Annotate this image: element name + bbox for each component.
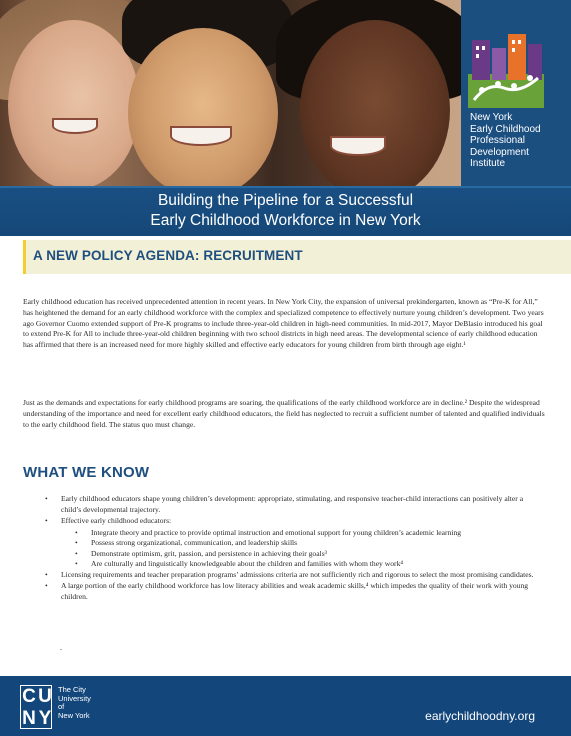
agenda-accent <box>23 240 26 274</box>
cuny-letter: Y <box>38 708 52 729</box>
logo-line: Development <box>470 146 529 158</box>
face-man-center <box>128 28 278 192</box>
cuny-letter: U <box>38 686 52 707</box>
institute-name <box>470 112 570 170</box>
page-title-line-2: Early Childhood Workforce in New York <box>150 212 421 229</box>
cuny-line: New York <box>58 710 90 720</box>
cuny-name <box>58 686 128 720</box>
bullet-icon: • <box>75 538 78 547</box>
bullet-icon: • <box>45 494 48 503</box>
sub-list-item <box>45 549 545 560</box>
list-item <box>45 570 545 581</box>
bullet-icon: • <box>75 527 78 537</box>
agenda-heading: A NEW POLICY AGENDA: RECRUITMENT <box>33 248 303 263</box>
bullet-icon: • <box>75 559 78 568</box>
logo-line: New York <box>470 112 513 123</box>
cuny-logo-icon <box>20 685 52 729</box>
logo-line: Professional <box>470 135 526 146</box>
sub-list-item <box>45 528 545 539</box>
list-item-text: Early childhood educators shape young children’s development: appropriate, stimulating, and responsive teacher-child interactions can positively alter a child’s developmental trajectory. <box>61 494 524 514</box>
list-item-text: Licensing requirements and teacher preparation programs’ admissions criteria are not sufficiently rich and rigorous to select the most promising candidates. <box>61 569 534 579</box>
bullet-icon: • <box>45 516 48 525</box>
sub-list-item-text: Integrate theory and practice to provide optimal instruction and emotional support for young children’s academic learning <box>91 527 462 537</box>
sub-list-item-text: Are culturally and linguistically knowledgeable about the children and families with whom they work⁴ <box>91 559 404 568</box>
smile-shape <box>52 118 98 134</box>
sub-list-item-text: Demonstrate optimism, grit, passion, and persistence in achieving their goals³ <box>91 548 327 558</box>
bullet-icon: • <box>75 548 78 558</box>
sub-list-item <box>45 538 545 549</box>
face-woman-left <box>8 20 140 190</box>
bullet-icon: • <box>45 581 48 590</box>
agenda-bar <box>23 240 571 274</box>
cuny-letter: C <box>22 686 36 707</box>
what-we-know-list <box>45 494 545 603</box>
cuny-line: The City <box>58 685 86 694</box>
website-link[interactable]: earlychildhoodny.org <box>425 709 535 723</box>
smile-shape <box>170 126 232 146</box>
bullet-icon: • <box>45 569 48 579</box>
intro-paragraph-2: Just as the demands and expectations for early childhood programs are soaring, the qualifications of the early childhood workforce are in decline.² Despite the widespread understanding of the importance and need for excellent early childhood educators, the field has neglected to recruit a sufficient number of talented and qualified individuals to the early childhood field. The status quo must change. <box>23 398 545 429</box>
section-heading-what-we-know: WHAT WE KNOW <box>23 464 150 481</box>
cuny-line: of <box>58 702 65 712</box>
intro-paragraph-1: Early childhood education has received unprecedented attention in recent years. In New York City, the expansion of universal prekindergarten, known as “Pre-K for All,” has heightened the demand for an early childhood workforce with the complex and specialized competence to effectively nurture young children’s development. Two years ago Governor Cuomo extended support of Pre-K programs to include three-year-old children in high-need communities. In mid-2017, Mayor DeBlasio introduced his goal to extend Pre-K for All to include three-year-old children beginning with two school districts in high need areas. The developmental science of early childhood education has affirmed that there is an increased need for more highly skilled and effective early educators for young children from birth through age eight.¹ <box>23 297 544 350</box>
list-item <box>45 581 545 602</box>
list-item-text: Effective early childhood educators: <box>61 516 172 525</box>
smile-shape <box>330 136 386 156</box>
logo-line: Early Childhood <box>470 123 541 135</box>
logo-line: Institute <box>470 158 506 169</box>
face-woman-right <box>300 20 450 192</box>
page-title-line-1: Building the Pipeline for a Successful <box>157 192 414 209</box>
title-band <box>0 186 571 236</box>
cuny-letter: N <box>22 708 36 729</box>
sub-list-item <box>45 559 545 570</box>
stray-mark: . <box>60 643 62 652</box>
institute-logo <box>461 0 571 192</box>
cuny-line: University <box>58 693 91 703</box>
list-item <box>45 494 545 515</box>
skyline-children-logo-icon <box>468 30 544 108</box>
list-item <box>45 516 545 527</box>
sub-list-item-text: Possess strong organizational, communication, and leadership skills <box>91 538 298 547</box>
list-item-text: A large portion of the early childhood workforce has low literacy abilities and weak academic skills,⁴ which impedes the quality of their work with young children. <box>61 581 529 601</box>
footer <box>0 676 571 736</box>
